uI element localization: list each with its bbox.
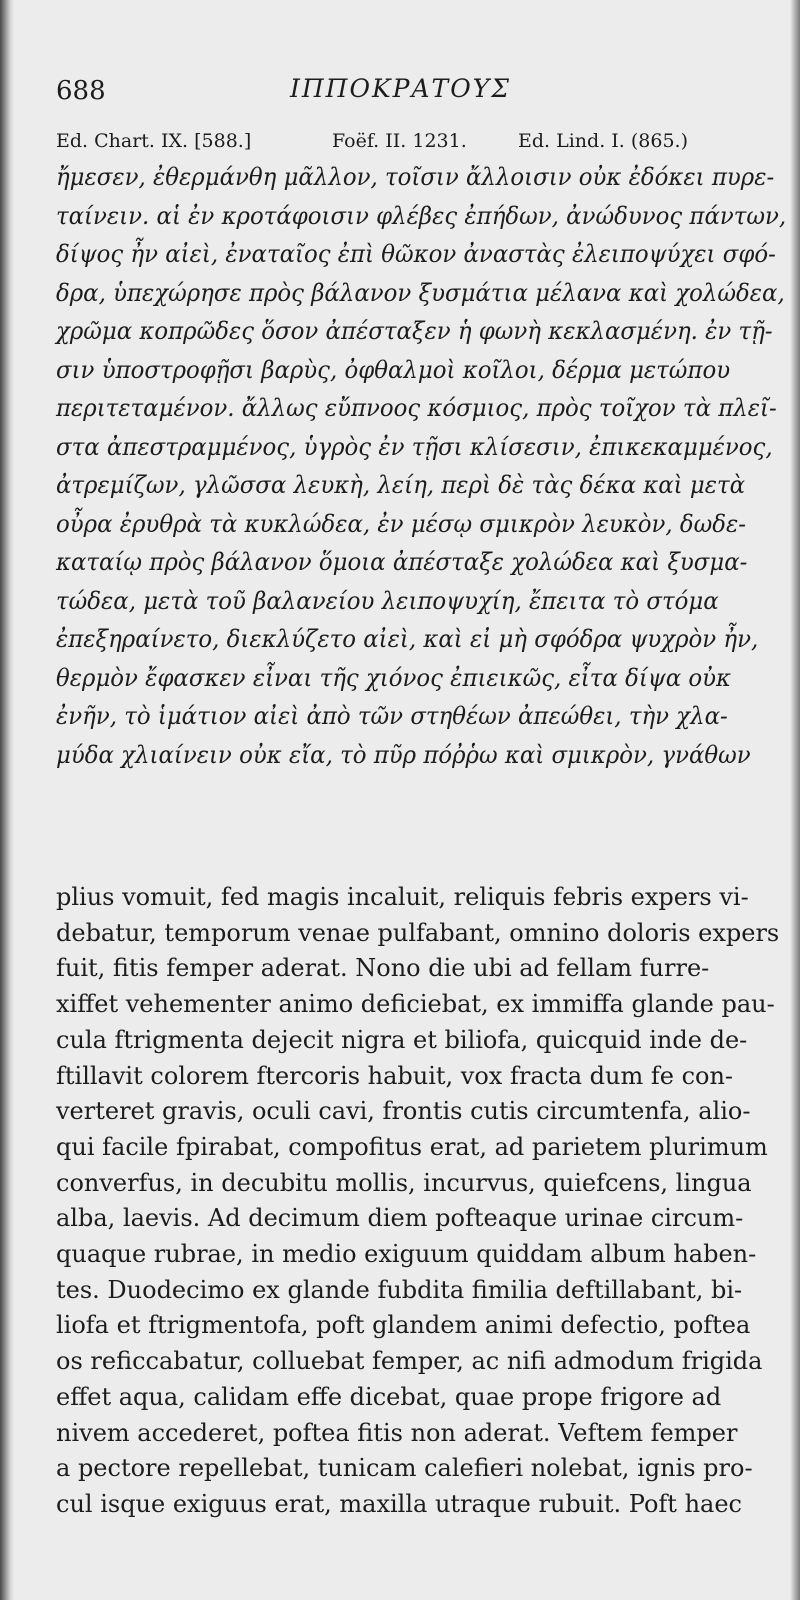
latin-line: ftillavit colorem ftercoris habuit, vox fracta dum fe con- xyxy=(56,1061,734,1090)
latin-text-block xyxy=(56,880,779,1523)
greek-line: σιν ὑποστροφῇσι βαρὺς, ὀφθαλμοὶ κοῖλοι, δέρμα μετώπου xyxy=(56,354,731,384)
greek-line: ἐπεξηραίνετο, διεκλύζετο αἰεὶ, καὶ εἰ μὴ σφόδρα ψυχρὸν ἦν, xyxy=(56,624,759,653)
latin-line: converfus, in decubitu mollis, incurvus, quiefcens, lingua xyxy=(56,1168,752,1197)
greek-line: στα ἀπεστραμμένος, ὑγρὸς ἐν τῇσι κλίσεσιν, ἐπικεκαμμένος, xyxy=(56,431,773,461)
latin-line: liofa et ftrigmentofa, poft glandem animi defectio, poftea xyxy=(56,1311,751,1340)
greek-line: θερμὸν ἔφασκεν εἶναι τῆς χιόνος ἐπιεικῶς, εἶτα δίψα οὐκ xyxy=(56,662,732,692)
greek-line: ἀτρεμίζων, γλῶσσα λευκὴ, λείη, περὶ δὲ τὰς δέκα καὶ μετὰ xyxy=(56,470,746,499)
latin-line: debatur, temporum venae pulfabant, omnino doloris expers xyxy=(56,918,780,947)
foesius-edition-ref: Foëf. II. 1231. xyxy=(332,130,467,152)
latin-line: tes. Duodecimo ex glande fubdita fimilia deftillabant, bi- xyxy=(56,1275,743,1304)
latin-line: nivem accederet, poftea fitis non aderat. Veftem femper xyxy=(56,1418,738,1447)
latin-line: a pectore repellebat, tunicam calefieri nolebat, ignis pro- xyxy=(56,1454,753,1483)
latin-line: verteret gravis, oculi cavi, frontis cutis circumtenfa, alio- xyxy=(56,1097,751,1126)
chartier-edition-ref: Ed. Chart. IX. [588.] xyxy=(56,130,252,152)
latin-line: effet aqua, calidam effe dicebat, quae prope frigore ad xyxy=(56,1382,722,1411)
greek-line: καταίῳ πρὸς βάλανον ὅμοια ἀπέσταξε χολώδεα καὶ ξυσμα- xyxy=(56,547,748,576)
latin-line: os reficcabatur, colluebat femper, ac nifi admodum frigida xyxy=(56,1347,763,1376)
latin-line: quaque rubrae, in medio exiguum quiddam album haben- xyxy=(56,1240,757,1269)
greek-line: δίψος ἦν αἰεὶ, ἐναταῖος ἐπὶ θῶκον ἀναστὰς ἐλειποψύχει σφό- xyxy=(56,239,776,268)
latin-line: alba, laevis. Ad decimum diem pofteaque urinae circum- xyxy=(56,1204,744,1233)
greek-line: οὖρα ἐρυθρὰ τὰ κυκλώδεα, ἐν μέσῳ σμικρὸν λευκὸν, δωδε- xyxy=(56,508,746,538)
greek-line: τώδεα, μετὰ τοῦ βαλανείου λειποψυχίη, ἔπειτα τὸ στόμα xyxy=(56,585,719,615)
page-number: 688 xyxy=(56,76,106,106)
greek-line: περιτεταμένον. ἄλλως εὔπνοος κόσμιος, πρὸς τοῖχον τὰ πλεῖ- xyxy=(56,393,777,422)
linden-edition-ref: Ed. Lind. I. (865.) xyxy=(518,130,688,152)
latin-line: cul isque exiguus erat, maxilla utraque rubuit. Poft haec xyxy=(56,1489,742,1518)
greek-line: ταίνειν. αἱ ἐν κροτάφοισιν φλέβες ἐπήδων, ἀνώδυνος πάντων, xyxy=(56,200,787,230)
latin-line: fuit, fitis femper aderat. Nono die ubi ad fellam furre- xyxy=(56,954,710,983)
latin-line: plius vomuit, fed magis incaluit, reliquis febris expers vi- xyxy=(56,883,749,911)
greek-line: μύδα χλιαίνειν οὐκ εἴα, τὸ πῦρ πόῤῥω καὶ σμικρὸν, γνάθων xyxy=(56,739,751,769)
latin-line: qui facile fpirabat, compofitus erat, ad parietem plurimum xyxy=(56,1132,768,1161)
latin-line: cula ftrigmenta dejecit nigra et biliofa, quicquid inde de- xyxy=(56,1025,748,1054)
greek-text-block xyxy=(56,158,800,774)
greek-line: δρα, ὑπεχώρησε πρὸς βάλανον ξυσμάτια μέλανα καὶ χολώδεα, xyxy=(56,277,785,307)
greek-line: ἤμεσεν, ἐθερμάνθη μᾶλλον, τοῖσιν ἄλλοισιν οὐκ ἐδόκει πυρε- xyxy=(56,162,775,191)
running-head: ΙΠΠΟΚΡΑΤΟΥΣ xyxy=(290,74,511,103)
latin-line: xiffet vehementer animo deficiebat, ex immiffa glande pau- xyxy=(56,990,775,1019)
greek-line: ἐνῆν, τὸ ἱμάτιον αἰεὶ ἀπὸ τῶν στηθέων ἀπεώθει, τὴν χλα- xyxy=(56,701,728,730)
greek-line: χρῶμα κοπρῶδες ὅσον ἀπέσταξεν ἡ φωνὴ κεκλασμένη. ἐν τῇ- xyxy=(56,316,773,345)
